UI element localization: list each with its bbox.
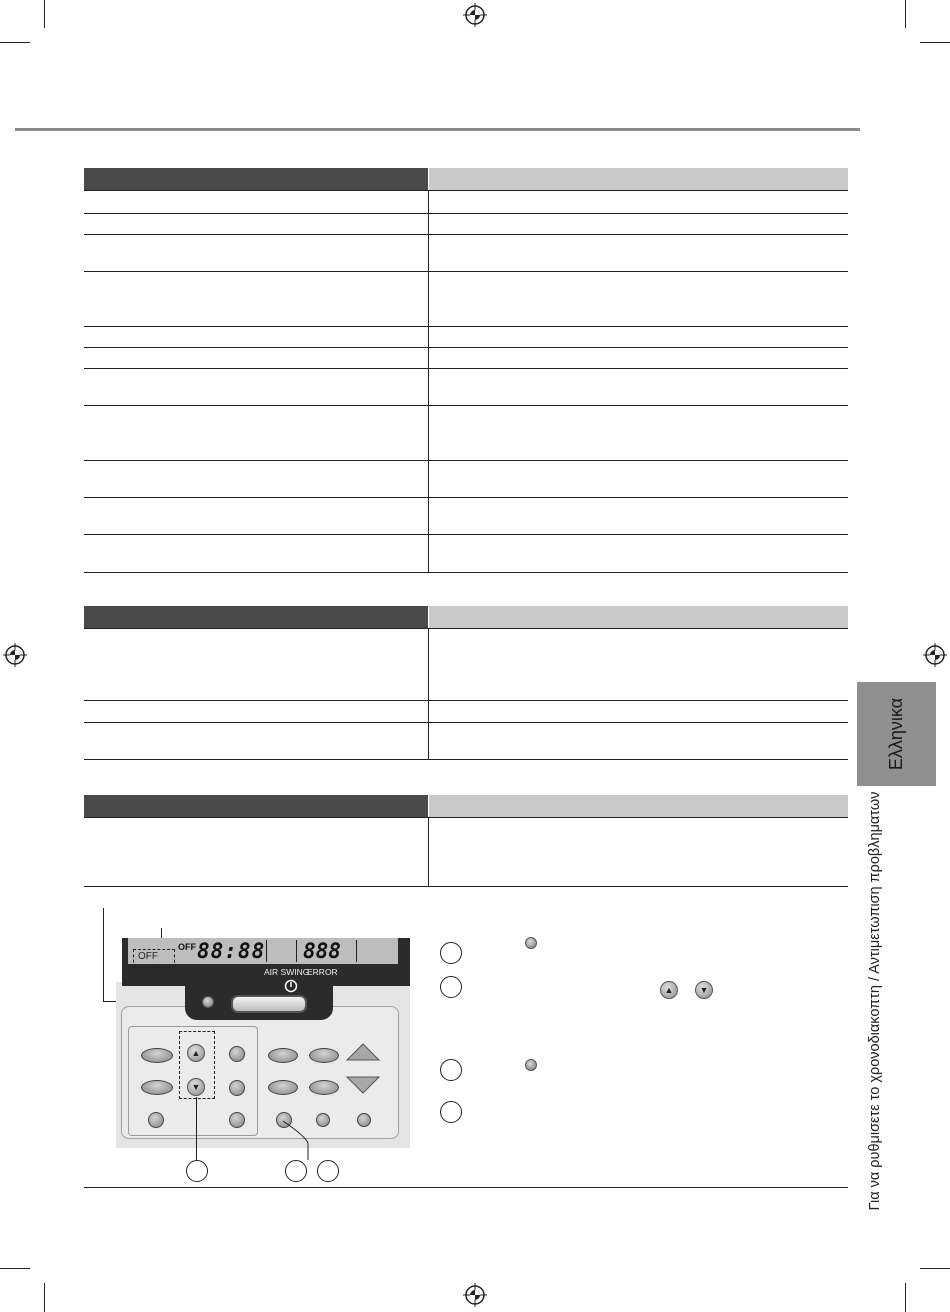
off-small-label: OFF xyxy=(178,942,196,952)
table-header-left xyxy=(84,795,428,817)
crop-mark xyxy=(920,42,950,43)
table-row xyxy=(84,886,848,887)
table-divider xyxy=(428,190,429,572)
fan-button[interactable] xyxy=(141,1080,173,1095)
registration-mark-icon xyxy=(463,3,487,27)
timer-set-button-icon xyxy=(525,1059,537,1071)
lcd-separator xyxy=(356,940,357,962)
table-row xyxy=(84,700,848,701)
crop-mark xyxy=(905,0,906,28)
timer-set-button-icon xyxy=(525,937,537,949)
temp-down-button-icon[interactable] xyxy=(346,1076,380,1094)
error-label: ERROR xyxy=(307,967,338,977)
mode-button[interactable] xyxy=(141,1048,173,1063)
timer-set-button[interactable] xyxy=(202,996,214,1008)
table-row xyxy=(84,190,848,191)
callout-line xyxy=(103,908,104,1002)
oval-button[interactable] xyxy=(309,1080,339,1095)
small-round-button[interactable] xyxy=(229,1112,245,1128)
table-divider xyxy=(428,817,429,887)
code-display: 888 xyxy=(303,939,341,963)
crop-mark xyxy=(44,0,45,28)
callout-line xyxy=(196,1097,197,1160)
small-round-button[interactable] xyxy=(229,1046,245,1062)
table-row xyxy=(84,271,848,272)
table-header-left xyxy=(84,168,428,190)
lcd-separator xyxy=(296,940,297,962)
time-down-button[interactable]: ▼ xyxy=(187,1078,205,1096)
registration-mark-icon xyxy=(463,1283,487,1307)
table-row xyxy=(84,628,848,629)
up-arrow-button-icon: ▲ xyxy=(660,981,678,999)
table-row xyxy=(84,234,848,235)
temp-up-button-icon[interactable] xyxy=(346,1043,380,1061)
table-row xyxy=(84,347,848,348)
table-row xyxy=(84,368,848,369)
table-row xyxy=(84,534,848,535)
table-row xyxy=(84,817,848,818)
off-indicator: OFF xyxy=(138,951,158,962)
table-row xyxy=(84,460,848,461)
side-caption-text: Για να ρυθμισετε το χρονοδιακοπτη / Αντιμετωπιση προβληματων xyxy=(867,791,883,1211)
small-round-button[interactable] xyxy=(148,1112,164,1128)
step-1-circle xyxy=(440,942,462,964)
step-3-circle xyxy=(440,1059,462,1081)
crop-mark xyxy=(44,1283,45,1312)
callout-circle xyxy=(285,1160,307,1182)
header-rule xyxy=(15,128,860,131)
time-display: 88:88 xyxy=(197,939,266,963)
table-row xyxy=(84,405,848,406)
oval-button[interactable] xyxy=(268,1080,298,1095)
registration-mark-icon xyxy=(3,643,27,667)
table-row xyxy=(84,572,848,573)
callout-circle xyxy=(186,1160,208,1182)
table-row xyxy=(84,497,848,498)
crop-mark xyxy=(0,1268,30,1269)
small-round-button[interactable] xyxy=(229,1080,245,1096)
callout-circle xyxy=(317,1160,339,1182)
side-caption xyxy=(857,791,893,1211)
crop-mark xyxy=(920,1268,950,1269)
language-tab-label: Ελληνικα xyxy=(886,697,906,771)
time-up-button[interactable]: ▲ xyxy=(187,1044,205,1062)
registration-mark-icon xyxy=(923,643,947,667)
step-2-circle xyxy=(440,976,462,998)
air-swing-label: AIR SWING xyxy=(264,967,310,977)
small-round-button[interactable] xyxy=(357,1113,371,1127)
oval-button[interactable] xyxy=(268,1048,298,1063)
crop-mark xyxy=(905,1283,906,1312)
step-4-circle xyxy=(440,1101,462,1123)
table-divider xyxy=(428,628,429,759)
power-icon xyxy=(284,979,298,993)
lcd-separator xyxy=(266,940,267,962)
power-button[interactable] xyxy=(231,995,307,1013)
table-header-right xyxy=(429,795,848,817)
table-header-left xyxy=(84,606,428,628)
callout-line xyxy=(280,1118,320,1160)
table-row xyxy=(84,722,848,723)
table-header-right xyxy=(429,168,848,190)
table-header-right xyxy=(429,606,848,628)
oval-button[interactable] xyxy=(309,1048,339,1063)
table-row xyxy=(84,213,848,214)
table-row xyxy=(84,326,848,327)
language-tab xyxy=(857,682,936,786)
down-arrow-button-icon: ▼ xyxy=(695,981,713,999)
crop-mark xyxy=(0,42,30,43)
table-row xyxy=(84,759,848,760)
section-bottom-rule xyxy=(84,1187,848,1188)
